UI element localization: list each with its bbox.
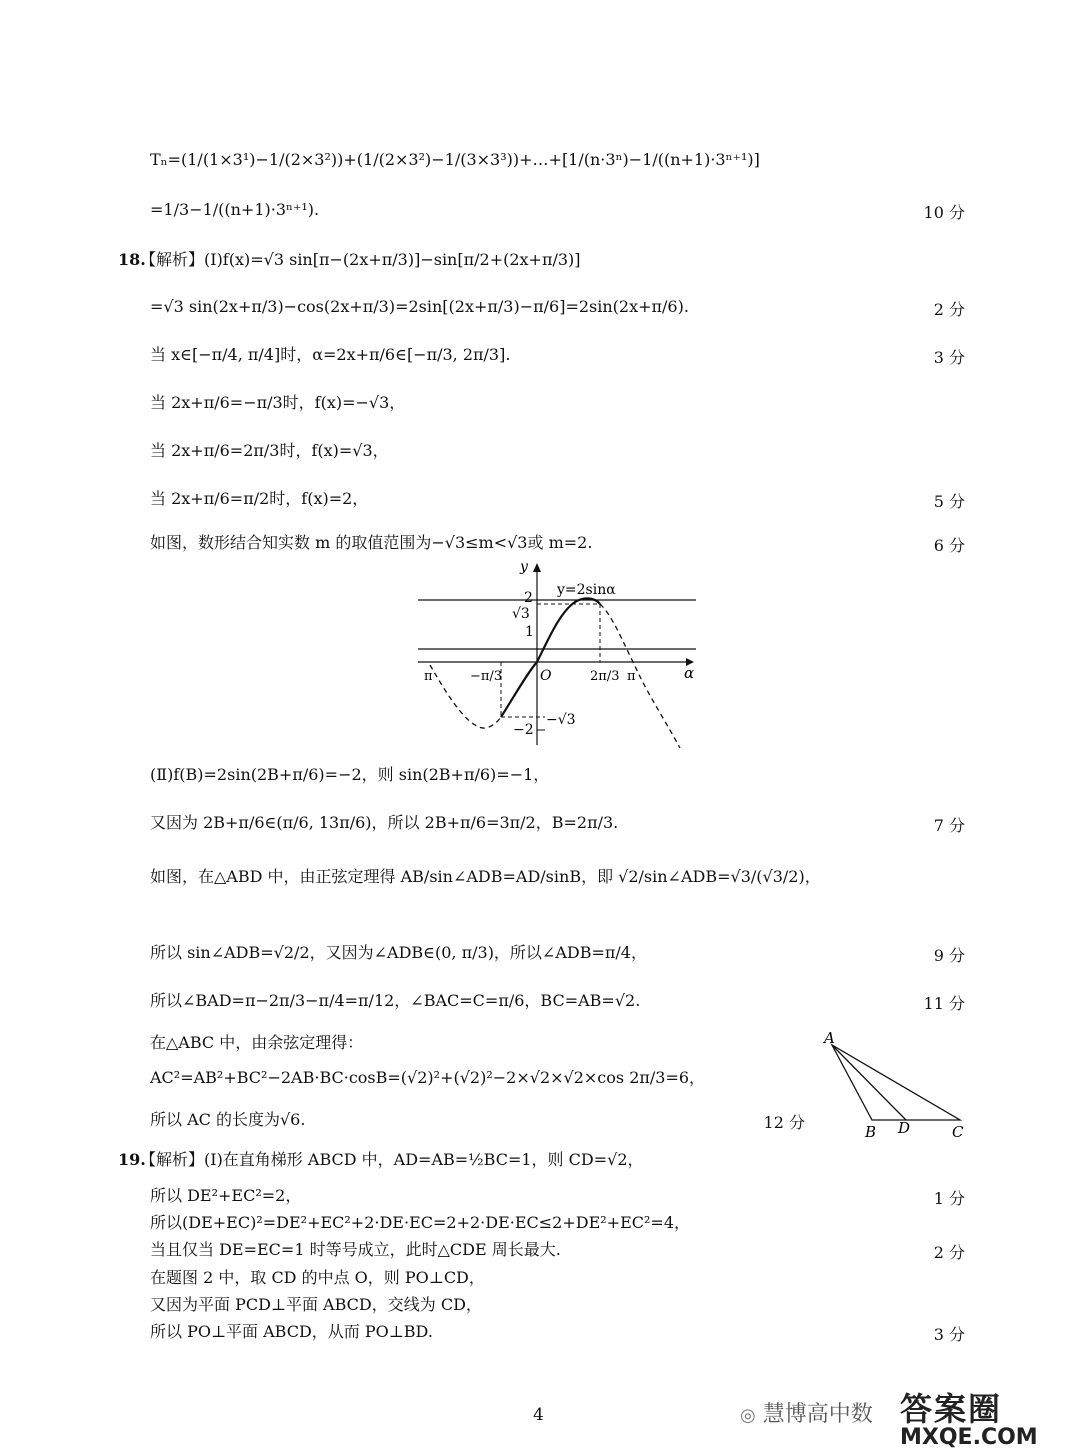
score-label: 9 分 xyxy=(933,946,965,965)
q18-part1-line: 【解析】(Ⅰ)f(x)=√3 sin[π−(2x+π/3)]−sin[π/2+(2x+π/3)] xyxy=(140,250,581,269)
logo-top-text: 答案圈 xyxy=(900,1390,1003,1428)
score-label: 3 分 xyxy=(933,1325,965,1344)
x-tick-label: 2π/3 xyxy=(590,669,620,684)
score-label: 3 分 xyxy=(933,348,965,367)
q18-angle-b-line: 又因为 2B+π/6∈(π/6, 13π/6)，所以 2B+π/6=3π/2，B=2π/3. xyxy=(150,813,619,832)
vertex-c-label: C xyxy=(952,1123,964,1140)
score-label: 7 分 xyxy=(933,816,965,835)
q18-case2-line: 当 2x+π/6=2π/3时，f(x)=√3， xyxy=(150,441,389,460)
score-label: 1 分 xyxy=(933,1189,965,1208)
score-label: 2 分 xyxy=(933,1243,965,1262)
q18-adb-line: 所以 sin∠ADB=√2/2，又因为∠ADB∈(0, π/3)，所以∠ADB=π/4， xyxy=(150,943,647,962)
q19-midpoint-line: 在题图 2 中，取 CD 的中点 O，则 PO⊥CD， xyxy=(150,1268,485,1287)
q18-case3-line: 当 2x+π/6=π/2时，f(x)=2， xyxy=(150,489,369,508)
y-tick-label: 1 xyxy=(525,624,534,640)
vertex-a-label: A xyxy=(824,1029,835,1047)
triangle-abc xyxy=(832,1045,960,1120)
score-label: 6 分 xyxy=(933,536,965,555)
x-tick-label: π xyxy=(424,669,433,684)
score-label: 2 分 xyxy=(933,300,965,319)
y-tick-label: √3 xyxy=(512,606,530,622)
q18-case1-line: 当 2x+π/6=−π/3时，f(x)=−√3， xyxy=(150,393,406,412)
logo-bottom-text: MXQE.COM xyxy=(900,1425,1038,1450)
q18-part2-line: (Ⅱ)f(B)=2sin(2B+π/6)=−2，则 sin(2B+π/6)=−1， xyxy=(150,765,550,784)
axis-label-y: y xyxy=(520,559,528,575)
q18-bad-line: 所以∠BAD=π−2π/3−π/4=π/12，∠BAC=C=π/6，BC=AB=√2. xyxy=(150,991,641,1010)
watermark-text xyxy=(740,1397,873,1428)
q19-equality-line: 当且仅当 DE=EC=1 时等号成立，此时△CDE 周长最大. xyxy=(150,1240,561,1259)
score-label: 11 分 xyxy=(923,994,965,1013)
vertex-b-label: B xyxy=(865,1123,877,1140)
q18-range-line: 当 x∈[−π/4, π/4]时，α=2x+π/6∈[−π/3, 2π/3]. xyxy=(150,345,511,364)
sine-graph xyxy=(410,553,710,748)
q18-ac-length-line: 所以 AC 的长度为√6. xyxy=(150,1110,306,1129)
q18-simplify-line: =√3 sin(2x+π/3)−cos(2x+π/3)=2sin[(2x+π/3)−π/6]=2sin(2x+π/6). xyxy=(150,297,689,316)
tn-sum-line: Tₙ=(1/(1×3¹)−1/(2×3²))+(1/(2×3²)−1/(3×3³))+…+[1/(n·3ⁿ)−1/((n+1)·3ⁿ⁺¹)] xyxy=(150,150,760,169)
y-tick-label: −√3 xyxy=(546,712,576,728)
q18-cosine-law-line: 在△ABC 中，由余弦定理得： xyxy=(150,1033,364,1052)
wechat-icon: ◎ xyxy=(740,1405,756,1426)
y-axis-arrow xyxy=(533,563,541,572)
question-number-18: 18. xyxy=(118,250,146,269)
q19-part1-line: 【解析】(Ⅰ)在直角梯形 ABCD 中，AD=AB=½BC=1，则 CD=√2， xyxy=(140,1150,644,1169)
q18-conclusion-line: 如图，数形结合知实数 m 的取值范围为−√3≤m<√3或 m=2. xyxy=(150,533,593,552)
q18-ac-squared-line: AC²=AB²+BC²−2AB·BC·cosB=(√2)²+(√2)²−2×√2×√2×cos 2π/3=6， xyxy=(150,1068,706,1087)
x-tick-label: π xyxy=(627,669,636,684)
question-number-19: 19. xyxy=(118,1150,146,1169)
q18-sine-law-line: 如图，在△ABD 中，由正弦定理得 AB/sin∠ADB=AD/sinB，即 √2/sin∠ADB=√3/(√3/2)， xyxy=(150,867,821,886)
q19-sum-squares-line: 所以 DE²+EC²=2， xyxy=(150,1186,302,1205)
tn-result-line: =1/3−1/((n+1)·3ⁿ⁺¹). xyxy=(150,200,320,219)
triangle-figure xyxy=(820,1025,970,1140)
vertex-d-label: D xyxy=(898,1119,911,1137)
page-number: 4 xyxy=(533,1405,544,1425)
x-tick-label: −π/3 xyxy=(470,669,503,684)
axis-label-x: α xyxy=(684,664,695,682)
q19-plane-line: 又因为平面 PCD⊥平面 ABCD，交线为 CD， xyxy=(150,1295,482,1314)
y-tick-label: −2 xyxy=(513,722,534,738)
watermark-label: 慧博高中数 xyxy=(762,1402,873,1427)
y-tick-label: 2 xyxy=(524,590,533,606)
q19-perpendicular-line: 所以 PO⊥平面 ABCD，从而 PO⊥BD. xyxy=(150,1322,433,1341)
origin-label: O xyxy=(540,668,552,684)
curve-label: y=2sinα xyxy=(557,582,616,598)
score-label: 5 分 xyxy=(933,492,965,511)
score-label: 12 分 xyxy=(763,1113,805,1132)
score-label: 10 分 xyxy=(923,203,965,222)
site-logo xyxy=(900,1392,1060,1452)
q19-inequality-line: 所以(DE+EC)²=DE²+EC²+2·DE·EC=2+2·DE·EC≤2+DE²+EC²=4， xyxy=(150,1213,691,1232)
